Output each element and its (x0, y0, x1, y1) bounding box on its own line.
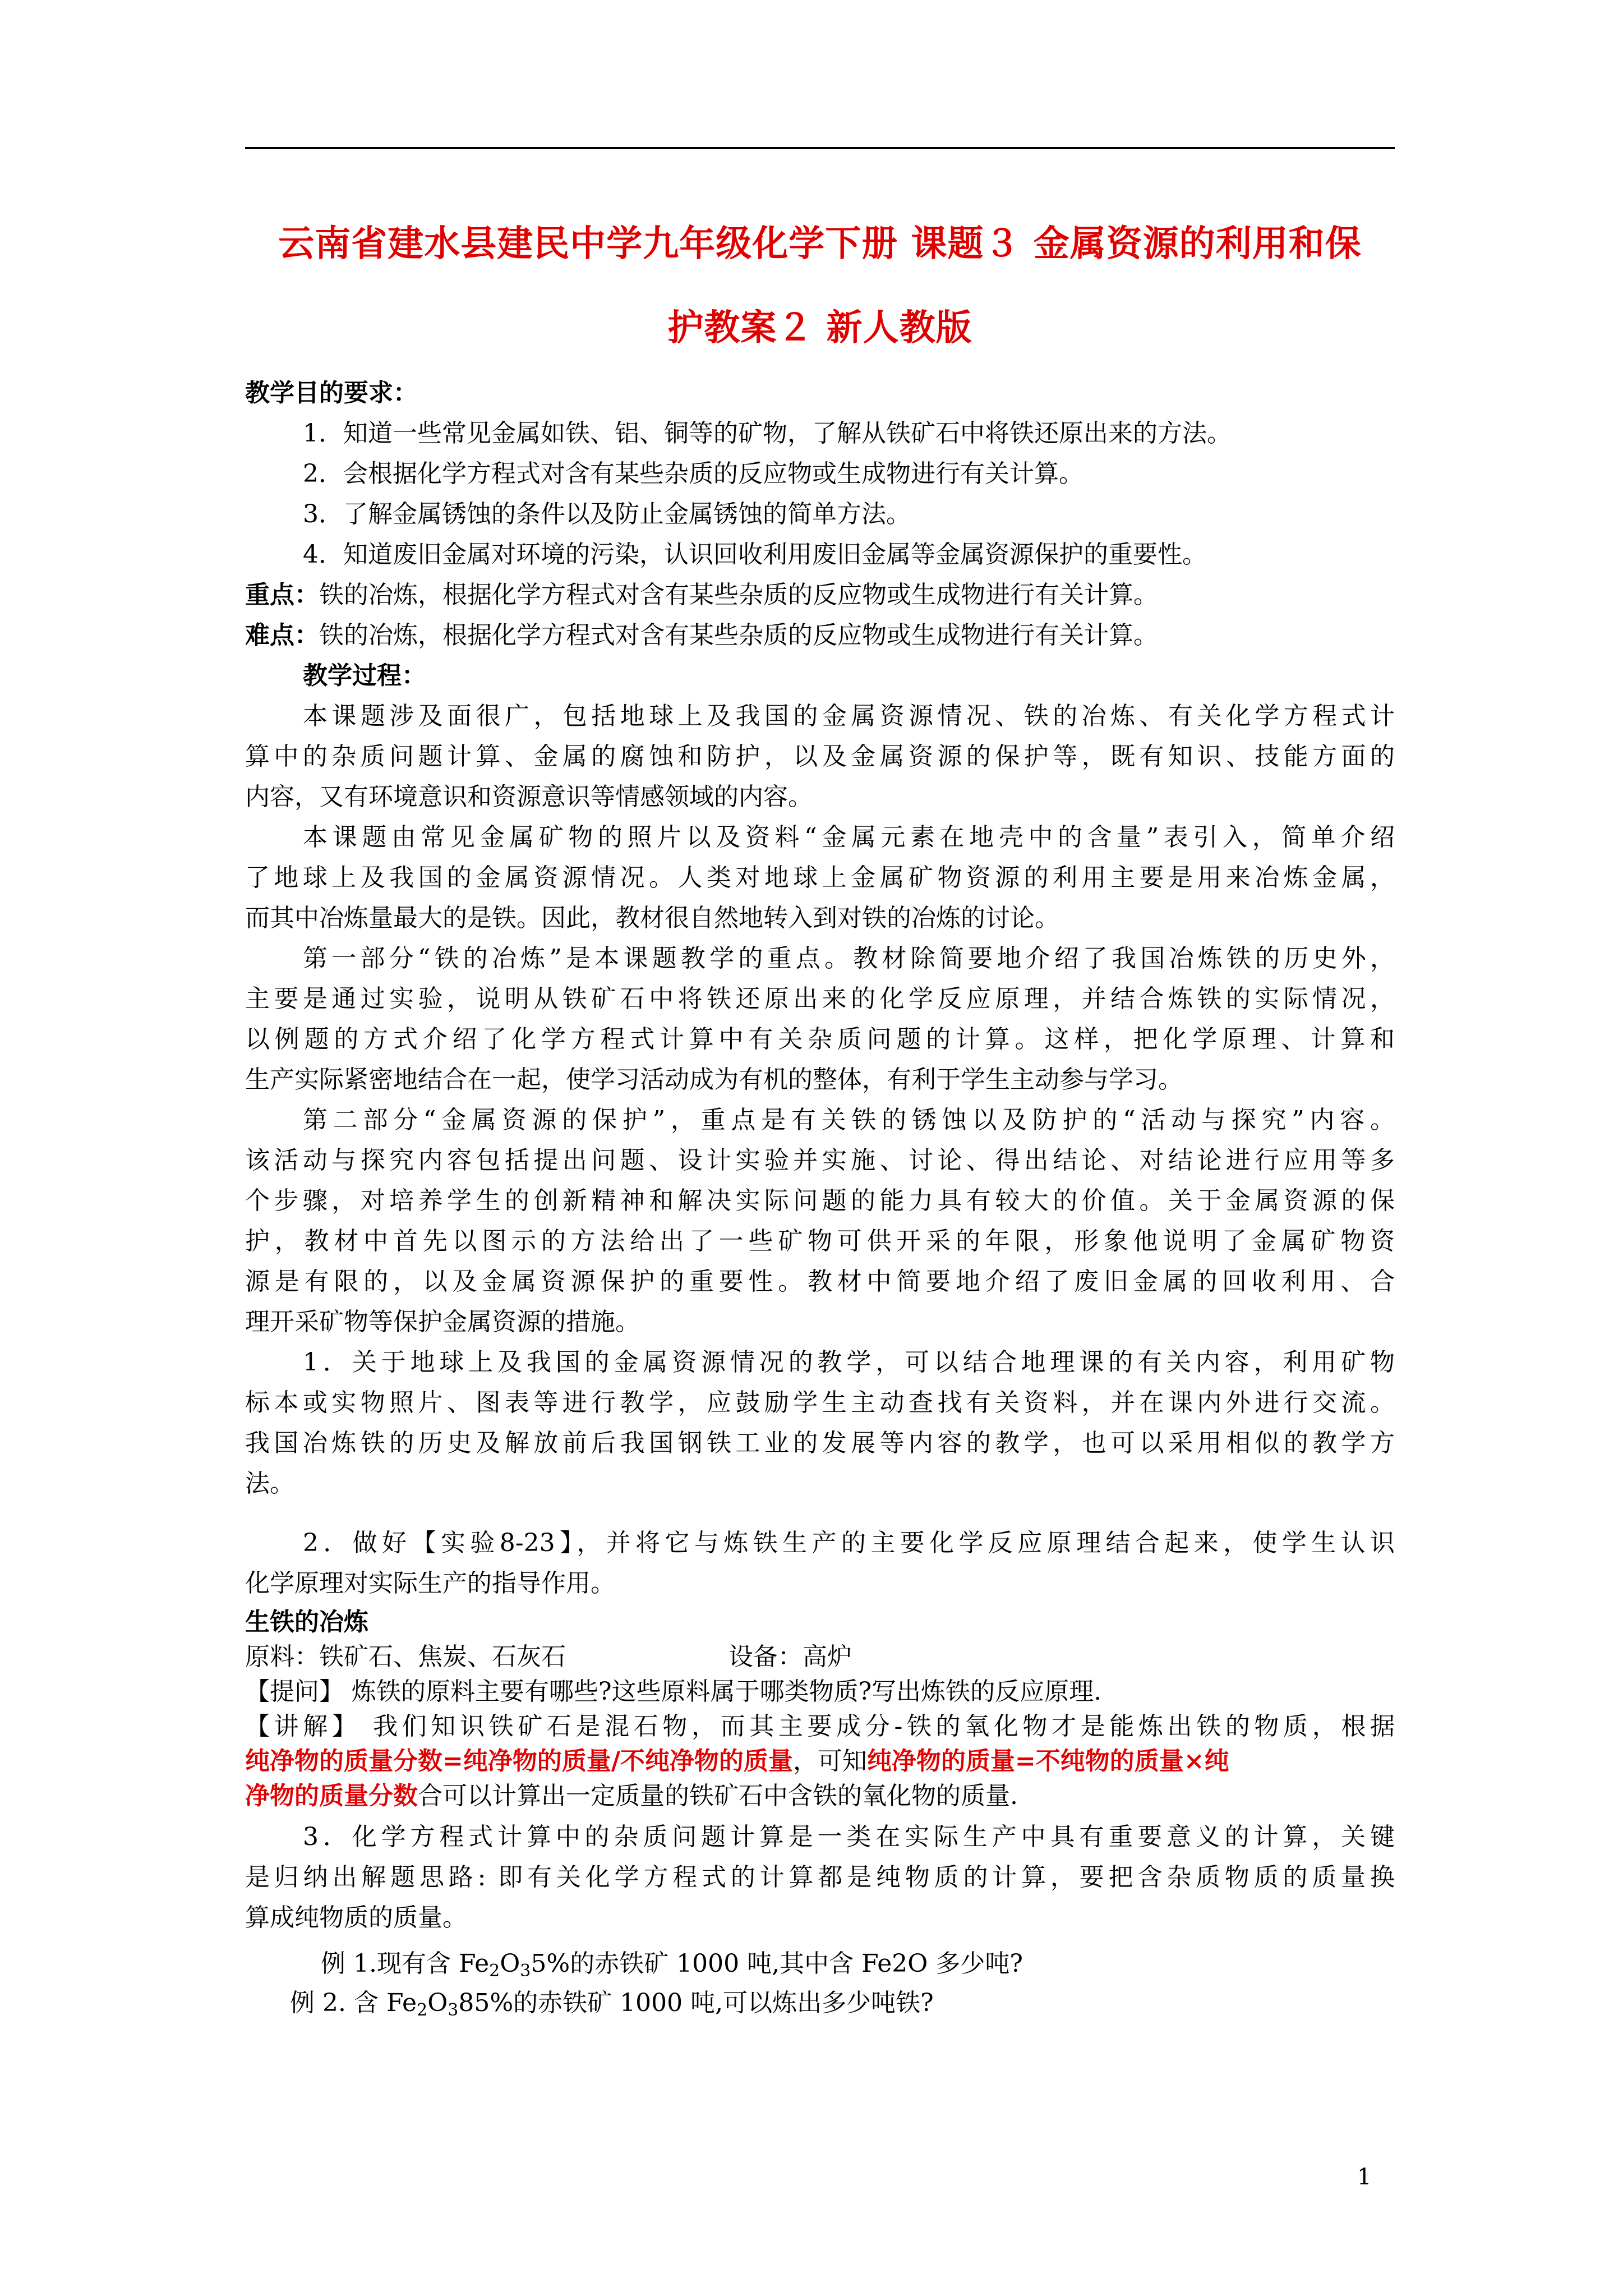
document-title (245, 202, 1395, 370)
paragraph-line: 理开采矿物等保护金属资源的措施。 (245, 1308, 640, 1336)
paragraph-line: 是归纳出解题思路: 即有关化学方程式的计算都是纯物质的计算，要把含杂质物质的质量换 (245, 1863, 1395, 1892)
paragraph-line: 1．关于地球上及我国的金属资源情况的教学，可以结合地理课的有关内容，利用矿物 (303, 1348, 1395, 1377)
paragraph-line: 了地球上及我国的金属资源情况。人类对地球上金属矿物资源的利用主要是用来冶炼金属， (245, 863, 1395, 892)
objective-item: 2．会根据化学方程式对含有某些杂质的反应物或生成物进行有关计算。 (303, 459, 1083, 488)
paragraph-line: 标本或实物照片、图表等进行教学，应鼓励学生主动查找有关资料，并在课内外进行交流。 (245, 1388, 1395, 1417)
difficult-point: 难点：铁的冶炼，根据化学方程式对含有某些杂质的反应物或生成物进行有关计算。 (245, 621, 1158, 650)
paragraph-line: 2．做好【实验8-23】，并将它与炼铁生产的主要化学反应原理结合起来，使学生认识 (303, 1529, 1395, 1557)
objective-item: 1．知道一些常见金属如铁、铝、铜等的矿物，了解从铁矿石中将铁还原出来的方法。 (303, 419, 1232, 448)
formula-line-cont: 净物的质量分数合可以计算出一定质量的铁矿石中含铁的氧化物的质量. (245, 1782, 1018, 1810)
paragraph-line: 算中的杂质问题计算、金属的腐蚀和防护，以及金属资源的保护等，既有知识、技能方面的 (245, 742, 1395, 771)
page-number: 1 (1357, 2164, 1372, 2190)
key-point: 重点：铁的冶炼，根据化学方程式对含有某些杂质的反应物或生成物进行有关计算。 (245, 581, 1158, 609)
title-line-1: 云南省建水县建民中学九年级化学下册 课题３ 金属资源的利用和保 (278, 223, 1362, 265)
pig-iron-heading: 生铁的冶炼 (245, 1608, 368, 1636)
paragraph-line: 法。 (245, 1469, 294, 1498)
paragraph-line: 算成纯物质的质量。 (245, 1903, 467, 1932)
process-heading: 教学过程： (303, 661, 426, 690)
materials-line: 原料：铁矿石、焦炭、石灰石 设备：高炉 (245, 1642, 852, 1671)
paragraph-line: 以例题的方式介绍了化学方程式计算中有关杂质问题的计算。这样，把化学原理、计算和 (245, 1025, 1395, 1053)
paragraph-line: 护，教材中首先以图示的方法给出了一些矿物可供开采的年限，形象他说明了金属矿物资 (245, 1227, 1395, 1255)
paragraph-line: 我国冶炼铁的历史及解放前后我国钢铁工业的发展等内容的教学，也可以采用相似的教学方 (245, 1429, 1395, 1457)
formula-line: 纯净物的质量分数=纯净物的质量/不纯净物的质量，可知纯净物的质量=不纯物的质量×纯 (245, 1747, 1229, 1775)
paragraph-line: 而其中冶炼量最大的是铁。因此，教材很自然地转入到对铁的冶炼的讨论。 (245, 904, 1059, 932)
paragraph-line: 3．化学方程式计算中的杂质问题计算是一类在实际生产中具有重要意义的计算，关键 (303, 1823, 1395, 1851)
explain-line: 【讲解】 我们知识铁矿石是混石物，而其主要成分-铁的氧化物才是能炼出铁的物质，根据 (245, 1712, 1395, 1741)
paragraph-line: 化学原理对实际生产的指导作用。 (245, 1569, 615, 1598)
paragraph-line: 该活动与探究内容包括提出问题、设计实验并实施、讨论、得出结论、对结论进行应用等多 (245, 1146, 1395, 1175)
paragraph-line: 第一部分“铁的冶炼”是本课题教学的重点。教材除简要地介绍了我国冶炼铁的历史外， (303, 944, 1395, 973)
formula-mass-fraction: 纯净物的质量分数=纯净物的质量/不纯净物的质量 (245, 1747, 793, 1775)
paragraph-line: 本课题由常见金属矿物的照片以及资料“金属元素在地壳中的含量”表引入，简单介绍 (303, 823, 1395, 852)
paragraph-line: 第二部分“金属资源的保护”，重点是有关铁的锈蚀以及防护的“活动与探究”内容。 (303, 1106, 1395, 1134)
paragraph-line: 个步骤，对培养学生的创新精神和解决实际问题的能力具有较大的价值。关于金属资源的保 (245, 1186, 1395, 1215)
paragraph-line: 源是有限的，以及金属资源保护的重要性。教材中简要地介绍了废旧金属的回收利用、合 (245, 1267, 1395, 1296)
paragraph-line: 本课题涉及面很广，包括地球上及我国的金属资源情况、铁的冶炼、有关化学方程式计 (303, 702, 1395, 730)
objective-item: 3．了解金属锈蚀的条件以及防止金属锈蚀的简单方法。 (303, 500, 911, 528)
paragraph-line: 主要是通过实验，说明从铁矿石中将铁还原出来的化学反应原理，并结合炼铁的实际情况， (245, 984, 1395, 1013)
example-2: 例 2. 含 $Fe_2O_385\%$的赤铁矿 1000 吨,可以炼出多少吨铁? (290, 1989, 934, 2020)
objectives-heading: 教学目的要求： (245, 379, 418, 407)
title-line-2: 护教案２ 新人教版 (667, 307, 972, 349)
paragraph-line: 内容，又有环境意识和资源意识等情感领域的内容。 (245, 783, 813, 811)
objective-item: 4．知道废旧金属对环境的污染，认识回收利用废旧金属等金属资源保护的重要性。 (303, 540, 1207, 569)
example-1: 例 1.现有含 $Fe_2O_35\%$的赤铁矿 1000 吨,其中含 Fe2O 多少吨? (321, 1949, 1023, 1981)
formula-pure-mass: 纯净物的质量=不纯物的质量×纯 (866, 1747, 1229, 1775)
paragraph-line: 生产实际紧密地结合在一起，使学习活动成为有机的整体，有利于学生主动参与学习。 (245, 1065, 1183, 1094)
header-rule (245, 147, 1395, 149)
question-line: 【提问】 炼铁的原料主要有哪些?这些原料属于哪类物质?写出炼铁的反应原理. (245, 1677, 1102, 1706)
